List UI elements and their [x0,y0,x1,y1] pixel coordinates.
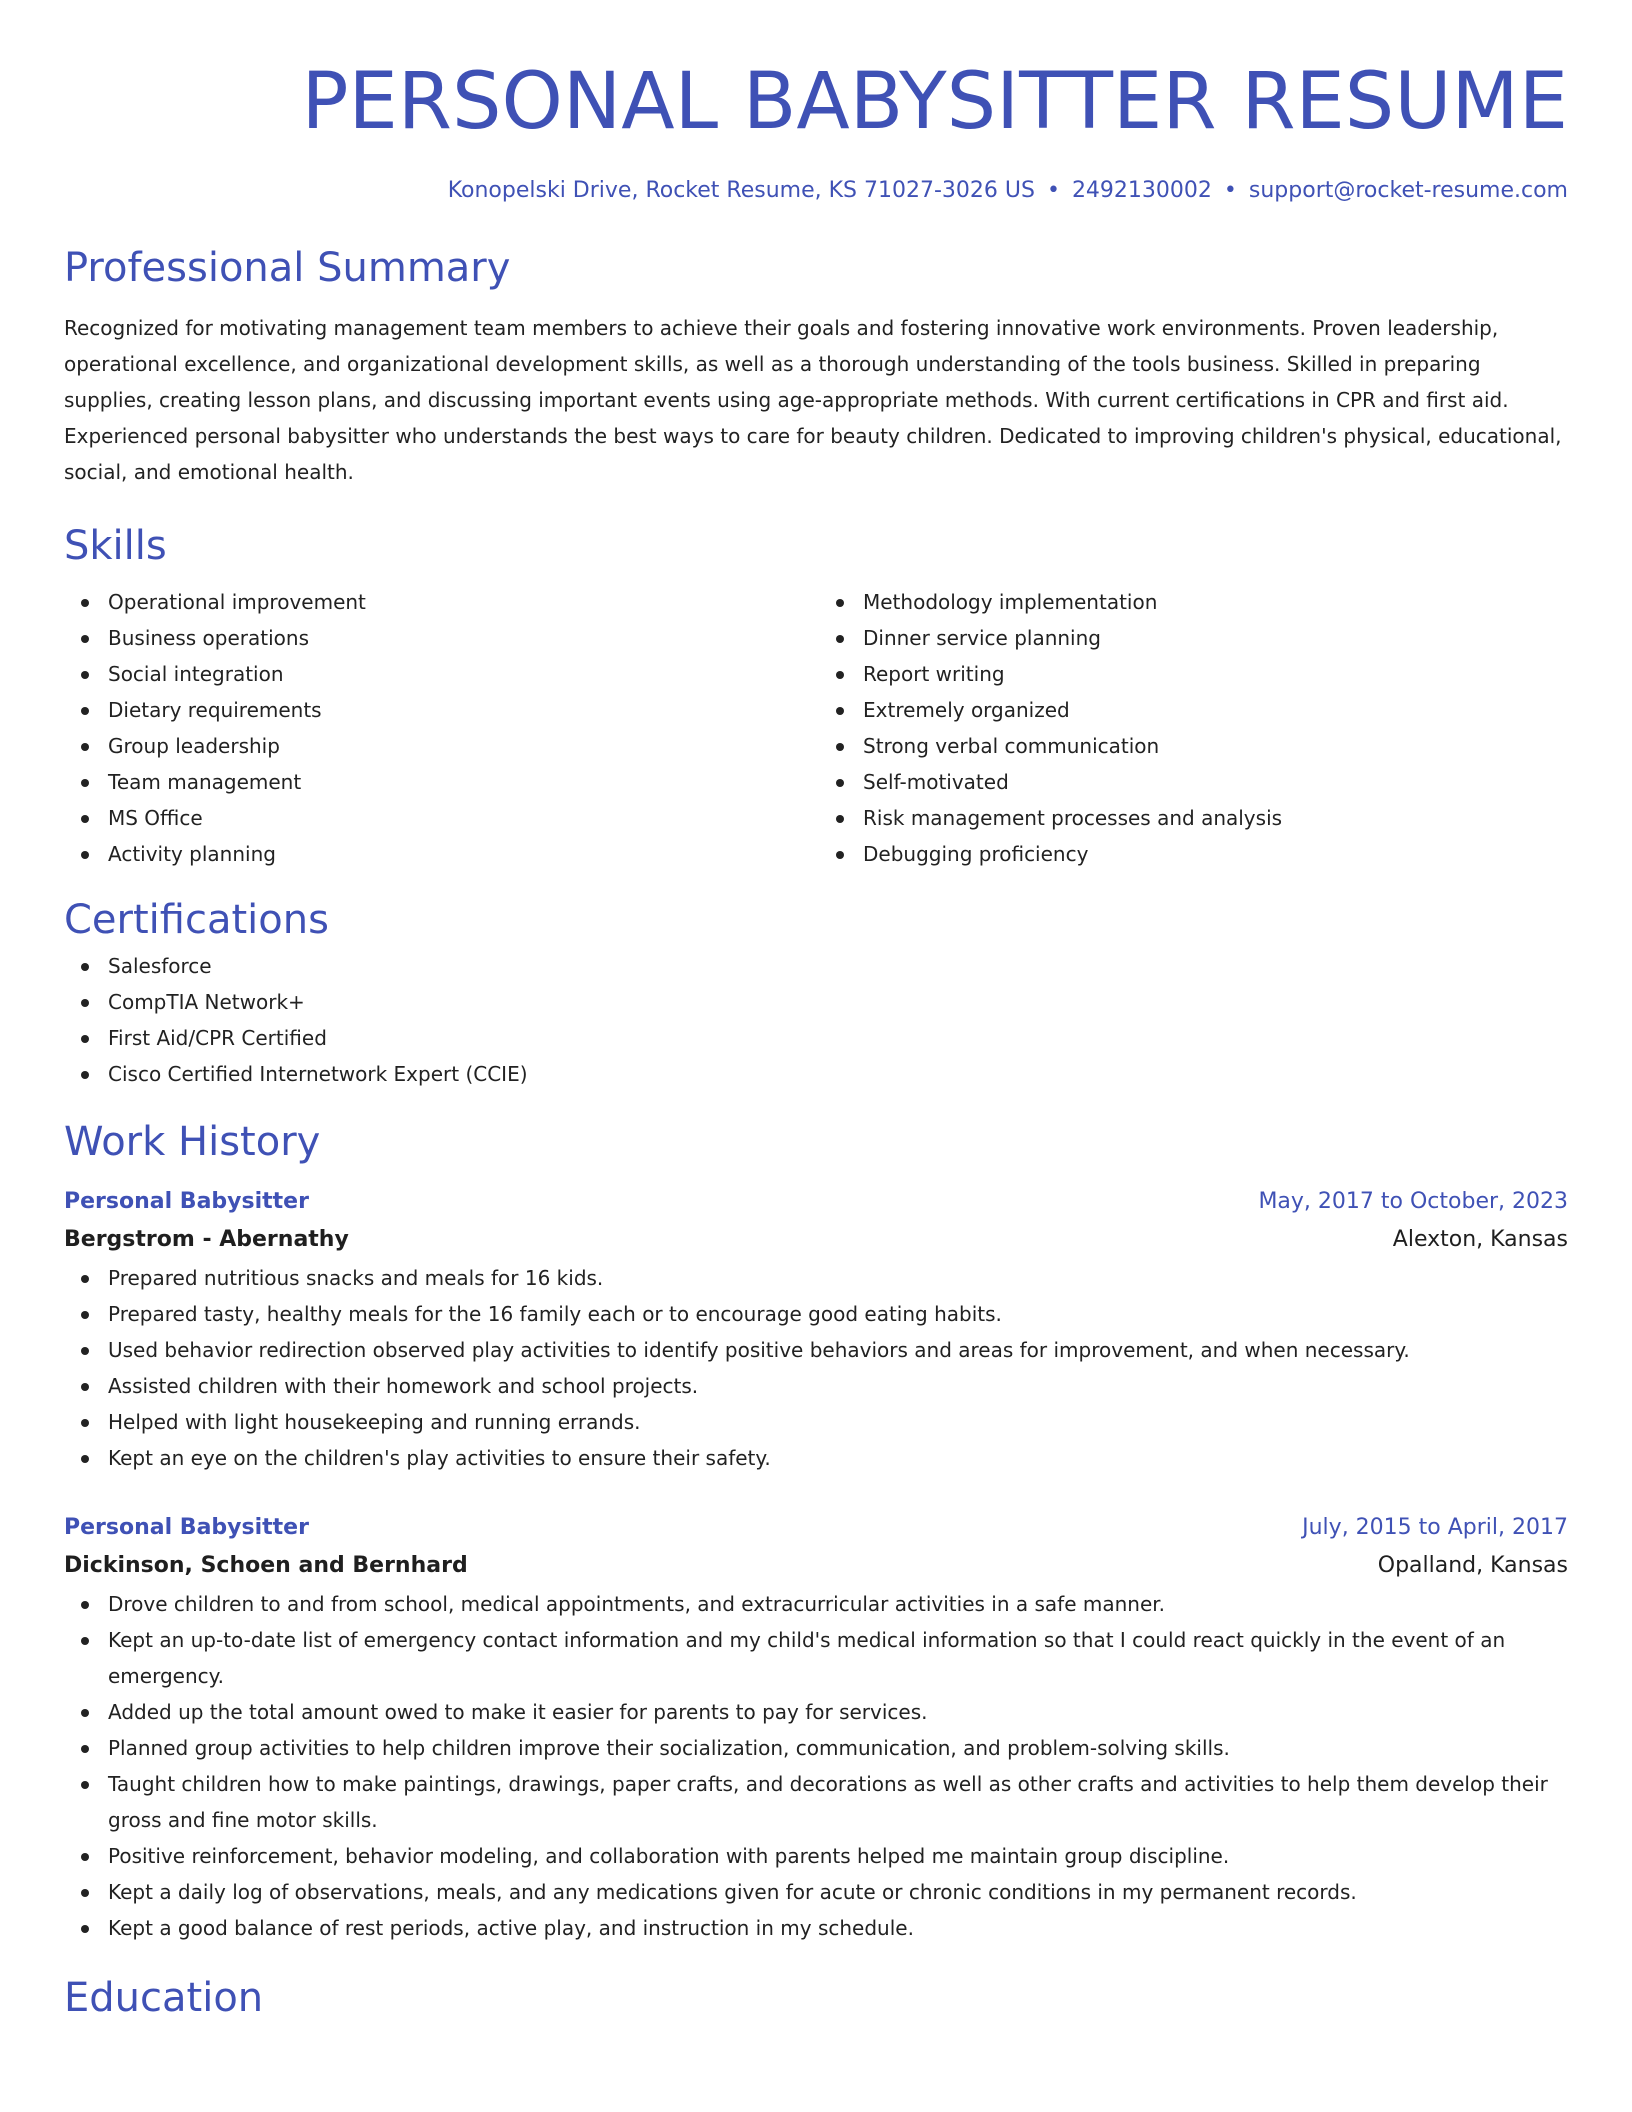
work-history-heading: Work History [64,1119,321,1165]
skills-right-list [813,584,1568,872]
job-header-row [64,1510,1568,1546]
education-heading: Education [64,1975,264,2021]
skills-heading: Skills [64,523,167,569]
job-duties-list [64,1260,1568,1476]
certification-item: Salesforce [64,948,1568,984]
contact-address: Konopelski Drive, Rocket Resume, KS 71027-3026 US [447,178,1035,203]
job-location: Alexton, Kansas [1392,1227,1568,1252]
skill-item: Report writing [819,656,1568,692]
contact-phone: 2492130002 [1071,178,1212,203]
job-duty-item: Positive reinforcement, behavior modeling, and collaboration with parents helped me maintain group discipline. [64,1838,1568,1874]
job-company: Dickinson, Schoen and Bernhard [64,1553,468,1578]
contact-email[interactable]: support@rocket-resume.com [1248,178,1568,203]
job-duty-item: Assisted children with their homework and school projects. [64,1368,1568,1404]
skills-grid [64,584,1568,872]
job-duty-item: Added up the total amount owed to make it easier for parents to pay for services. [64,1694,1568,1730]
job-company: Bergstrom - Abernathy [64,1227,349,1252]
skill-item: Dietary requirements [64,692,813,728]
skill-item: Self-motivated [819,764,1568,800]
job-duty-item: Drove children to and from school, medical appointments, and extracurricular activities in a safe manner. [64,1586,1568,1622]
job-duty-item: Planned group activities to help children improve their socialization, communication, and problem-solving skills. [64,1730,1568,1766]
job-duty-item: Kept a daily log of observations, meals, and any medications given for acute or chronic conditions in my permanent records. [64,1874,1568,1910]
job-entry [64,1184,1568,1476]
job-role: Personal Babysitter [64,1515,309,1540]
skill-item: MS Office [64,800,813,836]
job-duty-item: Kept an up-to-date list of emergency contact information and my child's medical information so that I could react quickly in the event of an emergency. [64,1622,1568,1694]
job-duty-item: Prepared tasty, healthy meals for the 16 family each or to encourage good eating habits. [64,1296,1568,1332]
skill-item: Social integration [64,656,813,692]
resume-page [64,0,1568,2026]
job-dates: July, 2015 to April, 2017 [1302,1515,1568,1540]
job-location: Opalland, Kansas [1377,1553,1568,1578]
certification-item: First Aid/CPR Certified [64,1020,1568,1056]
summary-text: Recognized for motivating management team members to achieve their goals and fostering innovative work environments. Proven leadership, operational excellence, and organizational development skills, as well as a thorough understanding of the tools business. Skilled in preparing supplies, creating lesson plans, and discussing important events using age-appropriate methods. With current certifications in CPR and first aid. Experienced personal babysitter who understands the best ways to care for beauty children. Dedicated to improving children's physical, educational, social, and emotional health. [64,316,1562,484]
summary-heading: Professional Summary [64,245,511,291]
contact-line [64,176,1568,206]
certification-item: CompTIA Network+ [64,984,1568,1020]
job-company-row [64,1546,1568,1586]
skill-item: Group leadership [64,728,813,764]
skill-item: Activity planning [64,836,813,872]
job-duty-item: Used behavior redirection observed play activities to identify positive behaviors and areas for improvement, and when necessary. [64,1332,1568,1368]
job-role: Personal Babysitter [64,1189,309,1214]
job-duty-item: Kept a good balance of rest periods, active play, and instruction in my schedule. [64,1910,1568,1946]
skill-item: Operational improvement [64,584,813,620]
job-header-row [64,1184,1568,1220]
contact-separator: • [1223,178,1237,203]
job-company-row [64,1220,1568,1260]
skills-left-list [64,584,813,872]
certifications-heading: Certifications [64,897,329,943]
skill-item: Team management [64,764,813,800]
skill-item: Methodology implementation [819,584,1568,620]
skill-item: Debugging proficiency [819,836,1568,872]
job-entry [64,1510,1568,1946]
job-duty-item: Prepared nutritious snacks and meals for 16 kids. [64,1260,1568,1296]
skill-item: Dinner service planning [819,620,1568,656]
job-duties-list [64,1586,1568,1946]
skill-item: Business operations [64,620,813,656]
contact-separator: • [1046,178,1060,203]
skill-item: Extremely organized [819,692,1568,728]
job-duty-item: Kept an eye on the children's play activities to ensure their safety. [64,1440,1568,1476]
job-duty-item: Taught children how to make paintings, drawings, paper crafts, and decorations as well as other crafts and activities to help them develop their gross and fine motor skills. [64,1766,1568,1838]
resume-title: PERSONAL BABYSITTER RESUME [301,57,1568,147]
skill-item: Risk management processes and analysis [819,800,1568,836]
certifications-list [64,948,1568,1092]
job-duty-item: Helped with light housekeeping and running errands. [64,1404,1568,1440]
certification-item: Cisco Certified Internetwork Expert (CCIE) [64,1056,1568,1092]
skill-item: Strong verbal communication [819,728,1568,764]
job-dates: May, 2017 to October, 2023 [1258,1189,1568,1214]
